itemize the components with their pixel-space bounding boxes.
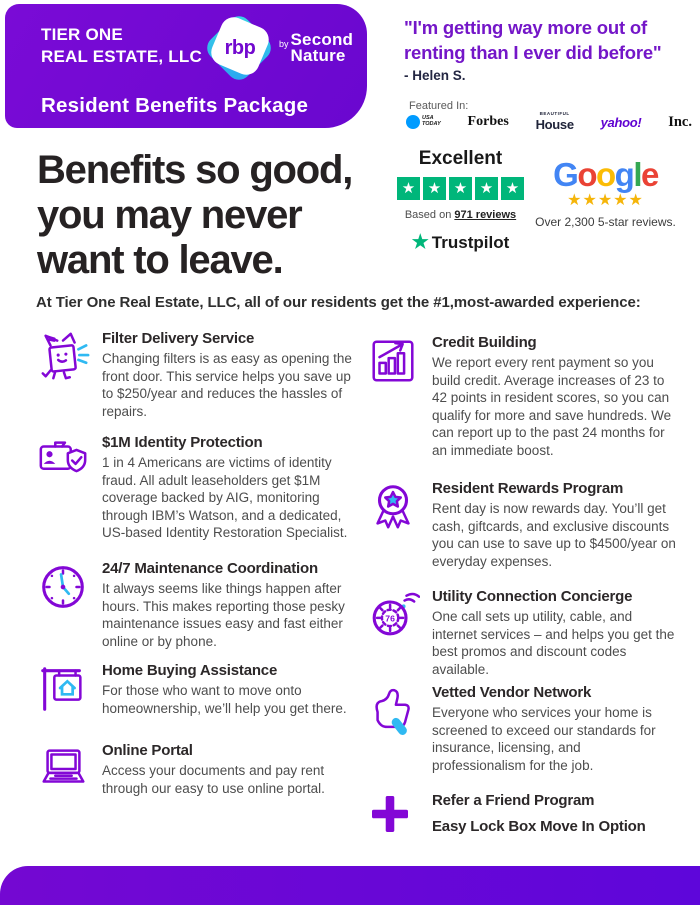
headline-line3: want to leave. <box>37 238 283 283</box>
benefit-description: Access your documents and pay rent through our easy to use online portal. <box>102 763 325 796</box>
usa-today-logo <box>406 115 441 129</box>
headline-line1: Benefits so good, <box>37 148 353 192</box>
filter-box-icon <box>36 330 92 389</box>
benefit-description: It always seems like things happen after hours. This makes reporting those pesky maintenance issues easy and fast either online or by phone. <box>102 581 345 649</box>
benefit-description: Rent day is now rewards day. You’ll get cash, giftcards, and exclusive discounts you can use to save up to $4500/year on everyday expenses. <box>432 501 676 569</box>
star-icon: ★ <box>613 192 629 209</box>
star-icon: ★ <box>567 192 583 209</box>
benefit-home-buying <box>36 662 358 721</box>
inc-logo: Inc. <box>668 113 692 130</box>
star-icon: ★ <box>501 177 524 200</box>
testimonial-quote <box>404 16 694 66</box>
usa-today-text: USA TODAY <box>422 115 441 128</box>
benefit-online-portal <box>36 742 358 801</box>
trustpilot-rating-block <box>388 148 533 254</box>
benefit-title: Online Portal <box>102 742 193 759</box>
second-nature-line2: Nature <box>290 46 346 66</box>
benefit-credit-building <box>366 334 676 459</box>
benefit-filter-delivery <box>36 330 358 420</box>
utility-dial-icon <box>366 588 422 647</box>
quote-line2: renting than I ever did before" <box>404 41 662 63</box>
google-rating-block <box>528 158 683 229</box>
benefit-description: Changing filters is as easy as opening the front door. This service helps you save up to $250/year and reduces the hassles of repairs. <box>102 351 352 419</box>
google-letter: G <box>553 156 578 193</box>
headline <box>37 148 397 284</box>
benefit-description: One call sets up utility, cable, and internet services – and helps you get the best promos and discount codes available. <box>432 609 675 677</box>
house-beautiful-main-text: House <box>535 116 574 132</box>
usa-today-circle-icon <box>406 115 420 129</box>
quote-line1: "I'm getting way more out of <box>404 17 647 38</box>
home-sign-icon <box>36 662 92 721</box>
benefit-rewards-program <box>366 480 676 570</box>
star-icon: ★ <box>475 177 498 200</box>
second-nature-logo <box>279 32 353 64</box>
package-title: Resident Benefits Package <box>41 94 309 117</box>
google-review-caption: Over 2,300 5-star reviews. <box>535 215 676 229</box>
second-nature-line1: Second <box>290 30 354 49</box>
testimonial-attribution: - Helen S. <box>404 68 466 83</box>
star-icon: ★ <box>423 177 446 200</box>
benefit-description: 1 in 4 Americans are victims of identity fraud. All adult leaseholders get $1M coverage backed by AIG, monitoring through IBM’s Watson, and a dedicated, US-based Identity Restoration Specialist. <box>102 455 348 541</box>
svg-text:76: 76 <box>385 613 395 624</box>
trustpilot-wordmark: Trustpilot <box>431 233 510 252</box>
company-name <box>41 24 202 68</box>
benefit-identity-protection <box>36 434 358 542</box>
footer-bar <box>0 866 700 905</box>
star-icon: ★ <box>397 177 420 200</box>
benefit-title: Credit Building <box>432 334 537 351</box>
benefit-description: Everyone who services your home is screened to exceed our standards for insurance, licensing, and professionalism for the job. <box>432 705 656 773</box>
trustpilot-stars <box>388 177 533 200</box>
headline-line2: you may never <box>37 193 302 238</box>
benefit-title: Refer a Friend Program <box>432 792 595 809</box>
google-letter: e <box>641 156 658 193</box>
benefit-refer-a-friend <box>366 790 676 843</box>
intro-line: At Tier One Real Estate, LLC, all of our residents get the #1,most-awarded experience: <box>36 294 641 311</box>
award-ribbon-icon <box>366 480 422 539</box>
benefit-title: Utility Connection Concierge <box>432 588 633 605</box>
benefit-description: For those who want to move onto homeownership, we’ll help you get there. <box>102 683 347 716</box>
company-name-line1: TIER ONE <box>41 25 123 44</box>
benefit-title: 24/7 Maintenance Coordination <box>102 560 318 577</box>
house-beautiful-logo <box>536 112 574 133</box>
benefit-title: Vetted Vendor Network <box>432 684 592 701</box>
clock-icon <box>36 560 92 619</box>
benefit-vendor-network <box>366 684 676 774</box>
by-label: by <box>279 39 289 50</box>
google-logo <box>528 158 683 191</box>
review-count-link[interactable]: 971 reviews <box>454 209 517 221</box>
thumbs-up-icon <box>366 684 422 743</box>
id-shield-icon <box>36 434 92 493</box>
benefit-maintenance <box>36 560 358 650</box>
featured-in-label: Featured In: <box>409 100 469 112</box>
star-icon: ★ <box>628 192 644 209</box>
benefit-utility-concierge <box>366 588 676 678</box>
google-letter: g <box>614 156 634 193</box>
header-banner <box>5 4 367 128</box>
trustpilot-logo <box>388 231 533 254</box>
rbp-logo-text: rbp <box>224 37 256 59</box>
forbes-logo: Forbes <box>467 114 509 130</box>
star-icon: ★ <box>597 192 614 209</box>
plus-icon <box>366 790 422 843</box>
company-name-line2: REAL ESTATE, LLC <box>41 47 202 67</box>
benefit-title: Filter Delivery Service <box>102 330 255 347</box>
star-icon: ★ <box>582 192 598 209</box>
based-on-prefix: Based on <box>404 209 452 221</box>
benefit-title: Resident Rewards Program <box>432 480 624 497</box>
yahoo-logo: yahoo! <box>600 114 642 130</box>
benefit-title: Home Buying Assistance <box>102 662 278 679</box>
google-stars <box>528 190 683 210</box>
star-icon: ★ <box>449 177 472 200</box>
house-beautiful-small-text: BEAUTIFUL <box>539 111 570 116</box>
trustpilot-review-count <box>388 209 533 221</box>
trustpilot-star-icon: ★ <box>411 232 429 253</box>
google-letter: o <box>577 156 596 193</box>
trustpilot-rating-label: Excellent <box>418 148 503 169</box>
google-letter: l <box>633 156 641 193</box>
rbp-logo <box>208 16 272 80</box>
benefit-title: $1M Identity Protection <box>102 434 263 451</box>
laptop-icon <box>36 742 92 801</box>
benefit-description: We report every rent payment so you build credit. Average increases of 23 to 42 points in resident scores, so you can qualify for more and save hundreds. We can report up to the past 24 months for an immediate boost. <box>432 355 672 458</box>
google-letter: o <box>595 156 615 193</box>
bar-chart-icon <box>366 334 422 393</box>
benefit-title-second: Easy Lock Box Move In Option <box>432 818 646 835</box>
featured-logo-row <box>406 112 692 133</box>
